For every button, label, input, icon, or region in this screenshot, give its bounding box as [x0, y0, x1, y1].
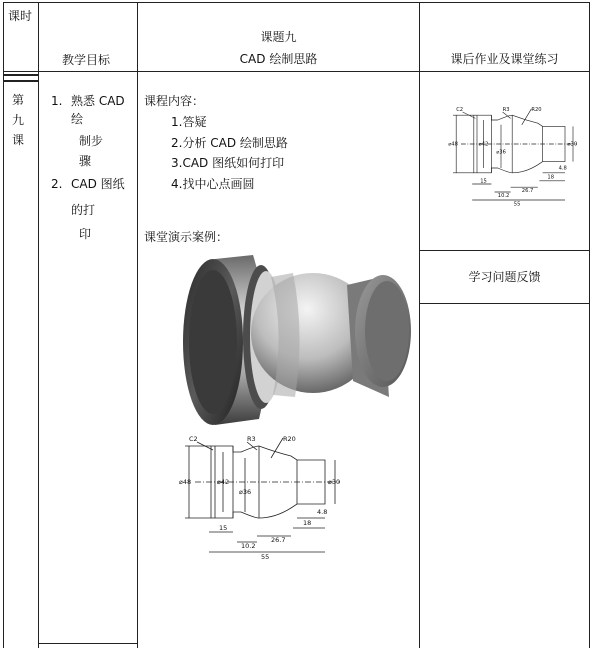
header-title-line1: 课题九 [260, 30, 297, 44]
goal-2-line-1: CAD 图纸 [71, 177, 125, 191]
header-goals: 教学目标 [62, 53, 111, 67]
right-row-divider-1 [419, 250, 590, 251]
dim-d30: ⌀30 [328, 478, 341, 486]
dim-4-8: 4.8 [317, 508, 328, 516]
hw-dim-r20: R20 [531, 107, 542, 114]
dim-26-7: 26.7 [271, 536, 286, 544]
content-item-1: 1.答疑 [171, 115, 207, 129]
dim-d48: ⌀48 [179, 478, 192, 486]
dim-d42: ⌀42 [217, 478, 230, 486]
dim-10-2: 10.2 [241, 542, 256, 550]
goal-2-line-3: 印 [79, 227, 92, 241]
header-underline [3, 71, 590, 72]
dim-18: 18 [303, 519, 312, 527]
header-hours: 课时 [8, 9, 33, 23]
header-homework: 课后作业及课堂练习 [450, 52, 559, 66]
dim-r3: R3 [247, 435, 256, 443]
header-title-line2: CAD 绘制思路 [239, 52, 318, 66]
homework-drawing [445, 92, 589, 220]
dim-d36: ⌀36 [239, 488, 252, 496]
goals-bottom-rule [38, 643, 138, 644]
dim-55: 55 [261, 553, 270, 561]
double-rule-bottom [3, 80, 38, 82]
goal-1-line-4: 骤 [79, 154, 92, 168]
goal-1-number: 1. [51, 94, 63, 108]
column-divider-2 [137, 2, 138, 648]
goal-1-line-2: 绘 [71, 112, 84, 126]
hw-dim-10-2: 10.2 [497, 192, 510, 199]
demo-heading: 课堂演示案例： [144, 230, 229, 244]
goal-1-line-1: 熟悉 CAD [71, 94, 125, 108]
content-heading: 课程内容： [144, 94, 205, 108]
table-border-top [3, 2, 590, 3]
dim-15: 15 [219, 524, 228, 532]
content-item-2: 2.分析 CAD 绘制思路 [171, 136, 288, 150]
hw-dim-r3: R3 [502, 107, 510, 114]
dim-r20: R20 [283, 435, 296, 443]
technical-drawing [175, 432, 355, 562]
hw-dim-c2: C2 [456, 107, 464, 114]
content-item-4: 4.找中心点画圆 [171, 177, 255, 191]
hw-dim-55: 55 [513, 201, 521, 208]
lesson-char-3: 课 [11, 133, 24, 147]
goal-1-line-3: 制步 [79, 134, 104, 148]
part-3d-render [175, 247, 415, 429]
content-item-3: 3.CAD 图纸如何打印 [171, 156, 285, 170]
hw-dim-d36: ⌀36 [496, 149, 506, 156]
goal-2-line-2: 的打 [71, 203, 96, 217]
lesson-char-1: 第 [11, 93, 24, 107]
goal-2-number: 2. [51, 177, 63, 191]
hw-dim-d42: ⌀42 [478, 141, 489, 148]
hw-dim-4-8: 4.8 [558, 165, 567, 172]
right-row-divider-2 [419, 303, 590, 304]
column-divider-3 [419, 2, 420, 648]
hw-dim-18: 18 [547, 174, 555, 181]
hw-dim-d48: ⌀48 [448, 141, 458, 148]
hw-dim-15: 15 [480, 178, 487, 185]
double-rule-top [3, 74, 38, 76]
lesson-char-2: 九 [11, 113, 24, 127]
table-border-right [589, 2, 590, 648]
column-divider-1 [38, 2, 39, 648]
feedback-label: 学习问题反馈 [468, 270, 541, 284]
table-border-left [3, 2, 4, 648]
dim-c2: C2 [189, 435, 198, 443]
hw-dim-26-7: 26.7 [521, 188, 534, 194]
hw-dim-d30: ⌀30 [567, 141, 578, 148]
